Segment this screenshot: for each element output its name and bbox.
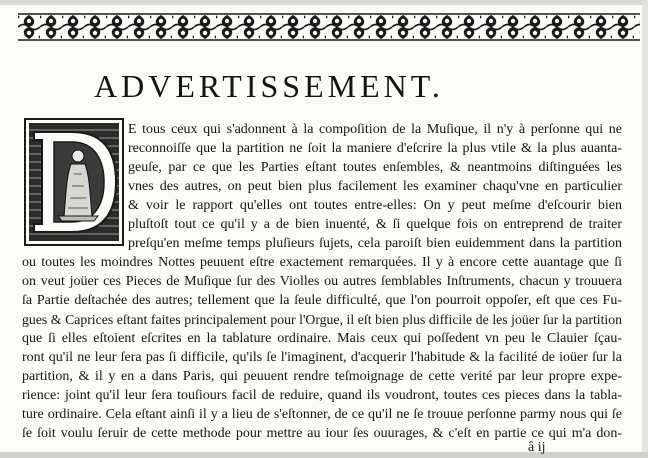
body-line: geuſe, par ce que les Parties eſtant toutes enſembles, & neantmoins diſtinguées les (128, 160, 622, 175)
body-line: ront qu'il ne leur ſera pas ſi difficile, qu'ils ſe l'imaginent, d'acquerir l'habitude & la facilité de ioüer ſur la (22, 350, 622, 365)
page-right-edge (642, 0, 648, 458)
body-line: partition, & il y en a dans Paris, qui peuuent rendre teſmoignage de cette verité par leur propre expe- (22, 369, 622, 384)
body-line: & voir le rapport qu'elles ont toutes entre-elles: On y peut meſme d'eſcourir bien (128, 198, 622, 213)
dropcap-ornament-icon (24, 118, 124, 246)
body-line: preſqu'en meſme temps pluſieurs ſujets, cela paroiſt bien euidemment dans la partition (128, 236, 622, 251)
ornamental-border (18, 13, 640, 41)
body-line: ou toutes les moindres Nottes peuuent eſtre exactement remarquées. Il y à encore cette auantage que ſi (22, 255, 622, 270)
body-line: ſa Partie deſtachée des autres; tellement que la ſeule difficulté, que l'on pourroit oppoſer, eſt que ces Fu- (22, 293, 622, 308)
body-line: rience: joint qu'il leur ſera touſiours facil de reduire, quand ils voudront, toutes ces pieces dans la tabla- (22, 388, 622, 403)
signature-mark: â ij (528, 440, 546, 455)
page-top-edge (0, 0, 648, 5)
page-title: ADVERTISSEMENT. (94, 68, 444, 104)
body-line: on veut joüer ces Pieces de Muſique ſur des Violles ou autres ſemblables Inſtruments, chacun y trouuera (22, 274, 622, 289)
body-line: gues & Caprices eſtant faites principalement pour l'Orgue, il eſt bien plus difficile de les joüer ſur la partition (22, 312, 622, 327)
body-line: reconnoiſſe que la partition ne ſoit la maniere d'eſcrire la plus vtile & la plus auanta- (128, 141, 622, 156)
body-line: ſe ſoit voulu ſeruir de cette methode pour mettre au iour ſes ouurages, & c'eſt en partie ce qui m'a don- (22, 426, 622, 441)
body-line: ture ordinaire. Cela eſtant ainſi il y a lieu de s'eſtonner, de ce qu'il ne ſe trouue perſonne parmy nous qui ſe (22, 407, 622, 422)
body-line: pluſtoſt tout ce qu'il y a de bien inuenté, & ſi quelque fois on entreprend de traiter (128, 217, 622, 232)
body-line: vnes des autres, on peut bien plus facilement les examiner chaqu'vne en particulier (128, 179, 622, 194)
body-line: E tous ceux qui s'adonnent à la compoſition de la Muſique, il n'y à perſonne qui ne (128, 122, 622, 137)
body-line: que ſi elles eſtoient eſcrites en la tablature ordinaire. Mais ceux qui poſſedent vn peu le Clauier ſçau- (22, 331, 622, 346)
